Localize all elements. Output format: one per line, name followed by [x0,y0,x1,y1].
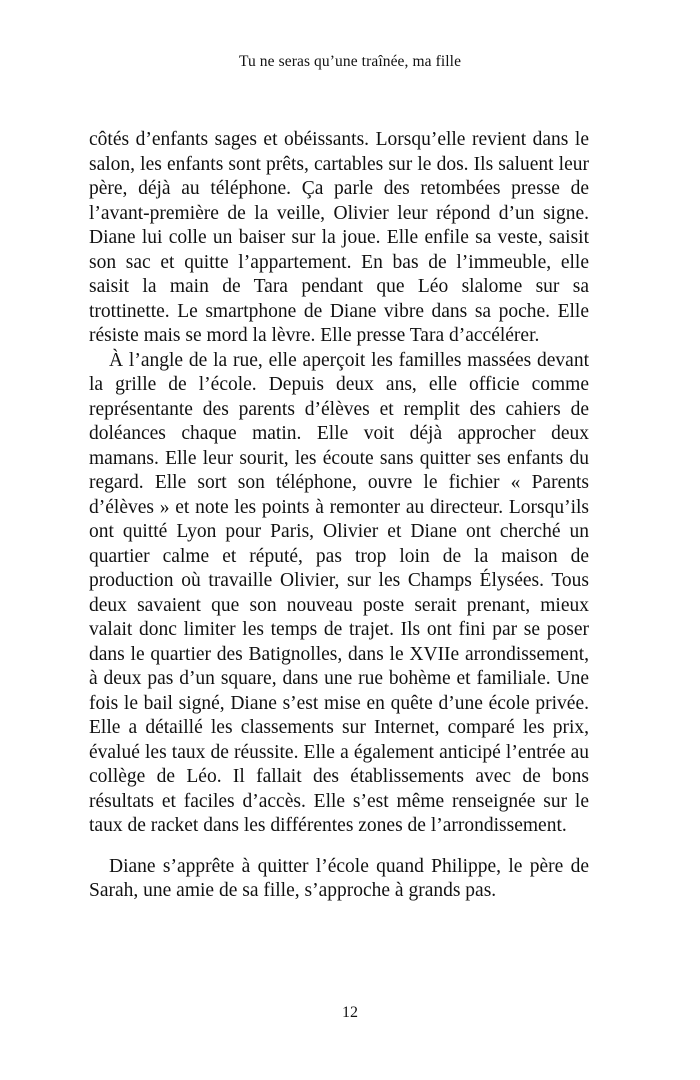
paragraph-philippe: Diane s’apprête à quitter l’école quand Philippe, le père de Sarah, une amie de sa fille, s’approche à grands pas. [89,855,589,901]
page-number: 12 [342,1004,358,1021]
paragraph-school-gate: À l’angle de la rue, elle aperçoit les familles massées devant la grille de l’école. Depuis deux ans, elle officie comme représentante des parents d’élèves et remplit des cahiers de doléances chaque matin. Elle voit déjà approcher deux mamans. Elle leur sourit, les écoute sans quitter ses enfants du regard. Elle sort son téléphone, ouvre le fichier « Parents d’élèves » et note les points à remonter au directeur. Lorsqu’ils ont quitté Lyon pour Paris, Olivier et Diane ont cherché un quartier calme et réputé, pas trop loin de la maison de production où travaille Olivier, sur les Champs Élysées. Tous deux savaient que son nouveau poste serait prenant, mieux valait donc limiter les temps de trajet. Ils ont fini par se poser dans le quartier des Batignolles, dans le XVIIe arrondissement, à deux pas d’un square, dans une rue bohème et familiale. Une fois le bail signé, Diane s’est mise en quête d’une école privée. Elle a détaillé les classements sur Internet, comparé les prix, évalué les taux de réussite. Elle a également anticipé l’entrée au collège de Léo. Il fallait des établissements avec de bons résultats et faciles d’accès. Elle s’est même renseignée sur le taux de racket dans les différentes zones de l’arrondissement. [89,349,589,836]
paragraph-continuation: côtés d’enfants sages et obéissants. Lorsqu’elle revient dans le salon, les enfants sont prêts, cartables sur le dos. Ils saluent leur père, déjà au téléphone. Ça parle des retombées presse de l’avant-première de la veille, Olivier leur répond d’un signe. Diane lui colle un baiser sur la joue. Elle enfile sa veste, saisit son sac et quitte l’appartement. En bas de l’immeuble, elle saisit la main de Tara pendant que Léo slalome sur sa trottinette. Le smartphone de Diane vibre dans sa poche. Elle résiste mais se mord la lèvre. Elle presse Tara d’accélérer. [89,129,589,346]
running-header-title: Tu ne seras qu’une traînée, ma fille [238,53,462,70]
body-text [89,128,589,904]
